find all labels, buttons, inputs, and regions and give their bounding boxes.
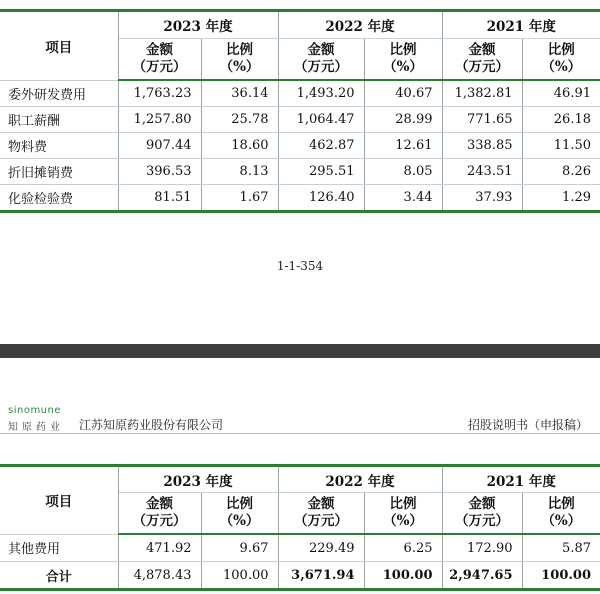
cell-value: 81.51 xyxy=(118,185,201,212)
ratio-header-label: 比例 （%） xyxy=(541,42,582,75)
year-header-2022: 2022 年度 xyxy=(278,11,442,39)
cell-value: 8.05 xyxy=(364,159,442,185)
row-label: 物料费 xyxy=(0,133,118,159)
table-row xyxy=(0,159,600,185)
table-row xyxy=(0,534,600,562)
company-name: 江苏知原药业股份有限公司 xyxy=(79,418,224,432)
cell-value: 9.67 xyxy=(201,534,278,562)
amount-header-label: 金额 （万元） xyxy=(132,42,187,75)
ratio-header-label: 比例 （%） xyxy=(219,42,260,75)
item-header: 项目 xyxy=(0,11,118,81)
table-row xyxy=(0,185,600,212)
cell-value: 229.49 xyxy=(278,534,364,562)
amount-header-label: 金额 （万元） xyxy=(455,496,509,529)
cell-value: 26.18 xyxy=(522,107,600,133)
total-row xyxy=(0,562,600,590)
rd-expense-table-bottom xyxy=(0,464,600,591)
cell-value: 18.60 xyxy=(201,133,278,159)
year-header-2023: 2023 年度 xyxy=(118,11,278,39)
amount-header xyxy=(118,493,201,535)
cell-value: 907.44 xyxy=(118,133,201,159)
row-label: 折旧摊销费 xyxy=(0,159,118,185)
cell-value: 1,493.20 xyxy=(278,80,364,107)
amount-header-label: 金额 （万元） xyxy=(132,496,187,529)
cell-value: 8.26 xyxy=(522,159,600,185)
cell-value: 36.14 xyxy=(201,80,278,107)
cell-value: 12.61 xyxy=(364,133,442,159)
cell-value: 172.90 xyxy=(442,534,522,562)
cell-value: 25.78 xyxy=(201,107,278,133)
amount-header-label: 金额 （万元） xyxy=(294,42,348,75)
cell-value: 5.87 xyxy=(522,534,600,562)
cell-value: 295.51 xyxy=(278,159,364,185)
cell-value: 6.25 xyxy=(364,534,442,562)
cell-value: 1.67 xyxy=(201,185,278,212)
page-break-divider xyxy=(0,344,600,358)
table-row xyxy=(0,133,600,159)
cell-value: 462.87 xyxy=(278,133,364,159)
total-label: 合计 xyxy=(0,562,118,590)
cell-value: 396.53 xyxy=(118,159,201,185)
cell-value: 46.91 xyxy=(522,80,600,107)
cell-value: 1.29 xyxy=(522,185,600,212)
ratio-header-label: 比例 （%） xyxy=(219,496,260,529)
ratio-header-label: 比例 （%） xyxy=(383,496,423,529)
ratio-header xyxy=(201,493,278,535)
cell-value: 1,763.23 xyxy=(118,80,201,107)
cell-value: 100.00 xyxy=(522,562,600,590)
table-row xyxy=(0,80,600,107)
amount-header xyxy=(118,39,201,81)
document-title: 招股说明书（申报稿） xyxy=(467,418,588,432)
row-label: 职工薪酬 xyxy=(0,107,118,133)
company-logo-cn: 知原药业 xyxy=(8,422,64,433)
table-row xyxy=(0,107,600,133)
ratio-header xyxy=(522,39,600,81)
cell-value: 28.99 xyxy=(364,107,442,133)
cell-value: 100.00 xyxy=(364,562,442,590)
row-label: 化验检验费 xyxy=(0,185,118,212)
row-label: 其他费用 xyxy=(0,534,118,562)
year-header-2021: 2021 年度 xyxy=(442,11,600,39)
cell-value: 11.50 xyxy=(522,133,600,159)
cell-value: 243.51 xyxy=(442,159,522,185)
amount-header-label: 金额 （万元） xyxy=(294,496,348,529)
cell-value: 4,878.43 xyxy=(118,562,201,590)
cell-value: 1,257.80 xyxy=(118,107,201,133)
cell-value: 2,947.65 xyxy=(442,562,522,590)
page-header xyxy=(0,403,600,434)
amount-header-label: 金额 （万元） xyxy=(455,42,509,75)
item-header: 项目 xyxy=(0,466,118,535)
cell-value: 471.92 xyxy=(118,534,201,562)
cell-value: 126.40 xyxy=(278,185,364,212)
cell-value: 37.93 xyxy=(442,185,522,212)
cell-value: 100.00 xyxy=(201,562,278,590)
cell-value: 3.44 xyxy=(364,185,442,212)
cell-value: 771.65 xyxy=(442,107,522,133)
amount-header xyxy=(278,39,364,81)
cell-value: 40.67 xyxy=(364,80,442,107)
cell-value: 338.85 xyxy=(442,133,522,159)
cell-value: 1,064.47 xyxy=(278,107,364,133)
company-logo: sinomune xyxy=(8,405,62,416)
year-header-2021: 2021 年度 xyxy=(442,466,600,493)
ratio-header xyxy=(201,39,278,81)
year-header-2023: 2023 年度 xyxy=(118,466,278,493)
ratio-header xyxy=(522,493,600,535)
amount-header xyxy=(442,493,522,535)
ratio-header xyxy=(364,493,442,535)
cell-value: 3,671.94 xyxy=(278,562,364,590)
ratio-header-label: 比例 （%） xyxy=(383,42,423,75)
year-header-2022: 2022 年度 xyxy=(278,466,442,493)
amount-header xyxy=(442,39,522,81)
ratio-header xyxy=(364,39,442,81)
cell-value: 8.13 xyxy=(201,159,278,185)
amount-header xyxy=(278,493,364,535)
rd-expense-table-top xyxy=(0,9,600,213)
cell-value: 1,382.81 xyxy=(442,80,522,107)
row-label: 委外研发费用 xyxy=(0,80,118,107)
page-number: 1-1-354 xyxy=(276,259,324,273)
ratio-header-label: 比例 （%） xyxy=(541,496,582,529)
